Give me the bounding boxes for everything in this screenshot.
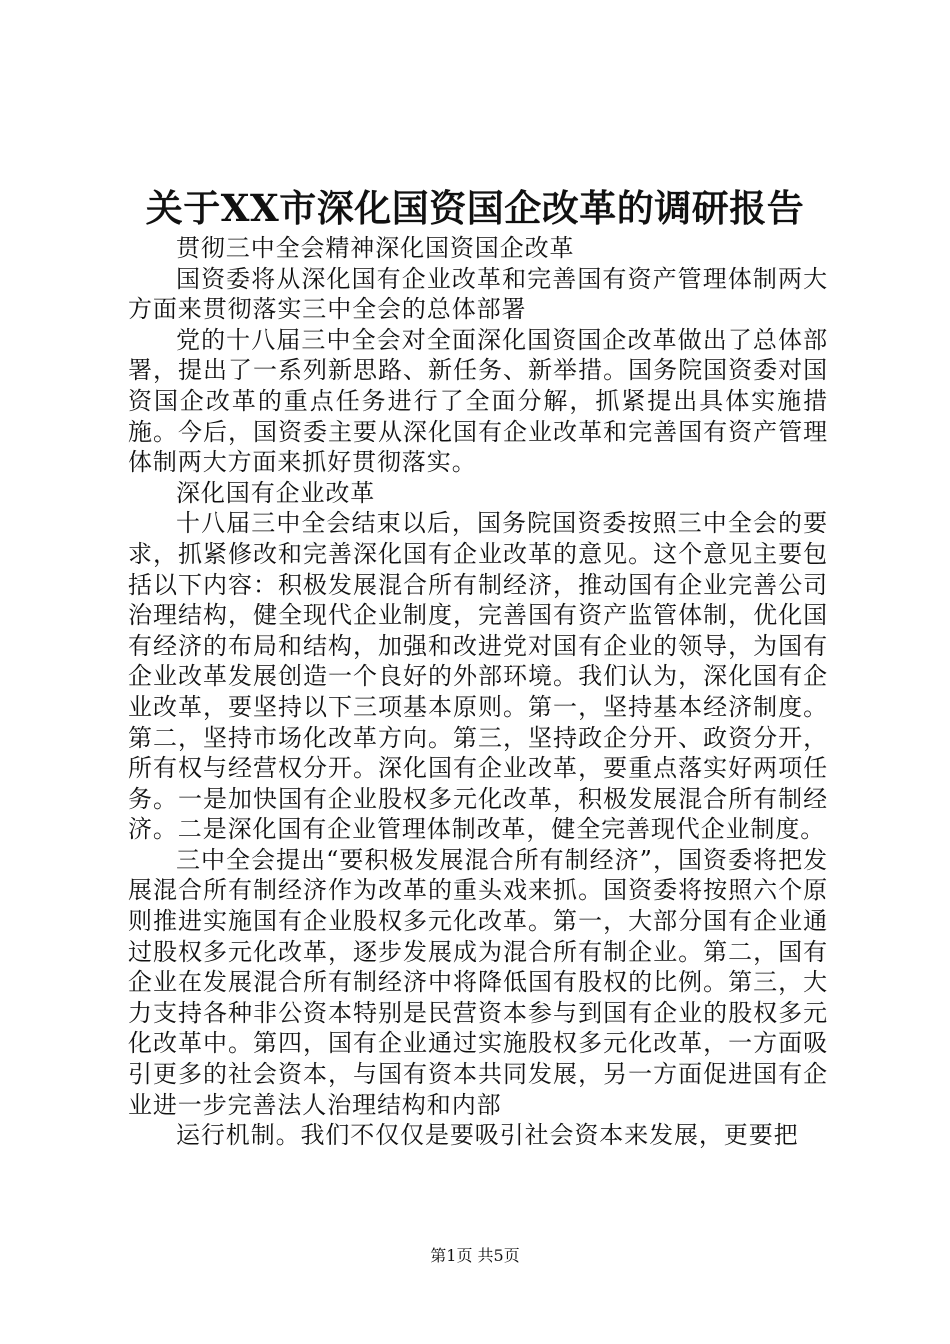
paragraph-reform-principles: 十八届三中全会结束以后，国务院国资委按照三中全会的要求，抓紧修改和完善深化国有企业改革的意见。这个意见主要包括以下内容：积极发展混合所有制经济，推动国有企业完善公司治理结构，健全现代企业制度，完善国有资产监管体制，优化国有经济的布局和结构，加强和改进党对国有企业的领导，为国有企业改革发展创造一个良好的外部环境。我们认为，深化国有企业改革，要坚持以下三项基本原则。第一，坚持基本经济制度。第二，坚持市场化改革方向。第三，坚持政企分开、政资分开，所有权与经营权分开。深化国有企业改革，要重点落实好两项任务。一是加快国有企业股权多元化改革，积极发展混合所有制经济。二是深化国有企业管理体制改革，健全完善现代企业制度。 [128, 509, 828, 844]
paragraph-subtitle: 贯彻三中全会精神深化国资国企改革 [176, 234, 575, 262]
section-heading: 深化国有企业改革 [176, 478, 376, 507]
paragraph-summary: 国资委将从深化国有企业改革和完善国有资产管理体制两大方面来贯彻落实三中全会的总体部署 [128, 264, 828, 324]
paragraph-overview: 党的十八届三中全会对全面深化国资国企改革做出了总体部署，提出了一系列新思路、新任务、新举措。国务院国资委对国资国企改革的重点任务进行了全面分解，抓紧提出具体实施措施。今后，国资委主要从深化国有企业改革和完善国有资产管理体制两大方面来抓好贯彻落实。 [128, 325, 828, 477]
paragraph-mixed-ownership: 三中全会提出“要积极发展混合所有制经济”，国资委将把发展混合所有制经济作为改革的重头戏来抓。国资委将按照六个原则推进实施国有企业股权多元化改革。第一，大部分国有企业通过股权多元化改革，逐步发展成为混合所有制企业。第二，国有企业在发展混合所有制经济中将降低国有股权的比例。第三，大力支持各种非公资本特别是民营资本参与到国有企业的股权多元化改革中。第四，国有企业通过实施股权多元化改革，一方面吸引更多的社会资本，与国有资本共同发展，另一方面促进国有企业进一步完善法人治理结构和内部 [128, 845, 828, 1119]
document-body [128, 233, 828, 1151]
paragraph-continued: 运行机制。我们不仅仅是要吸引社会资本来发展，更要把 [176, 1121, 799, 1150]
page-footer: 第1页 共5页 [430, 1246, 520, 1265]
document-title: 关于XX市深化国资国企改革的调研报告 [145, 186, 805, 230]
